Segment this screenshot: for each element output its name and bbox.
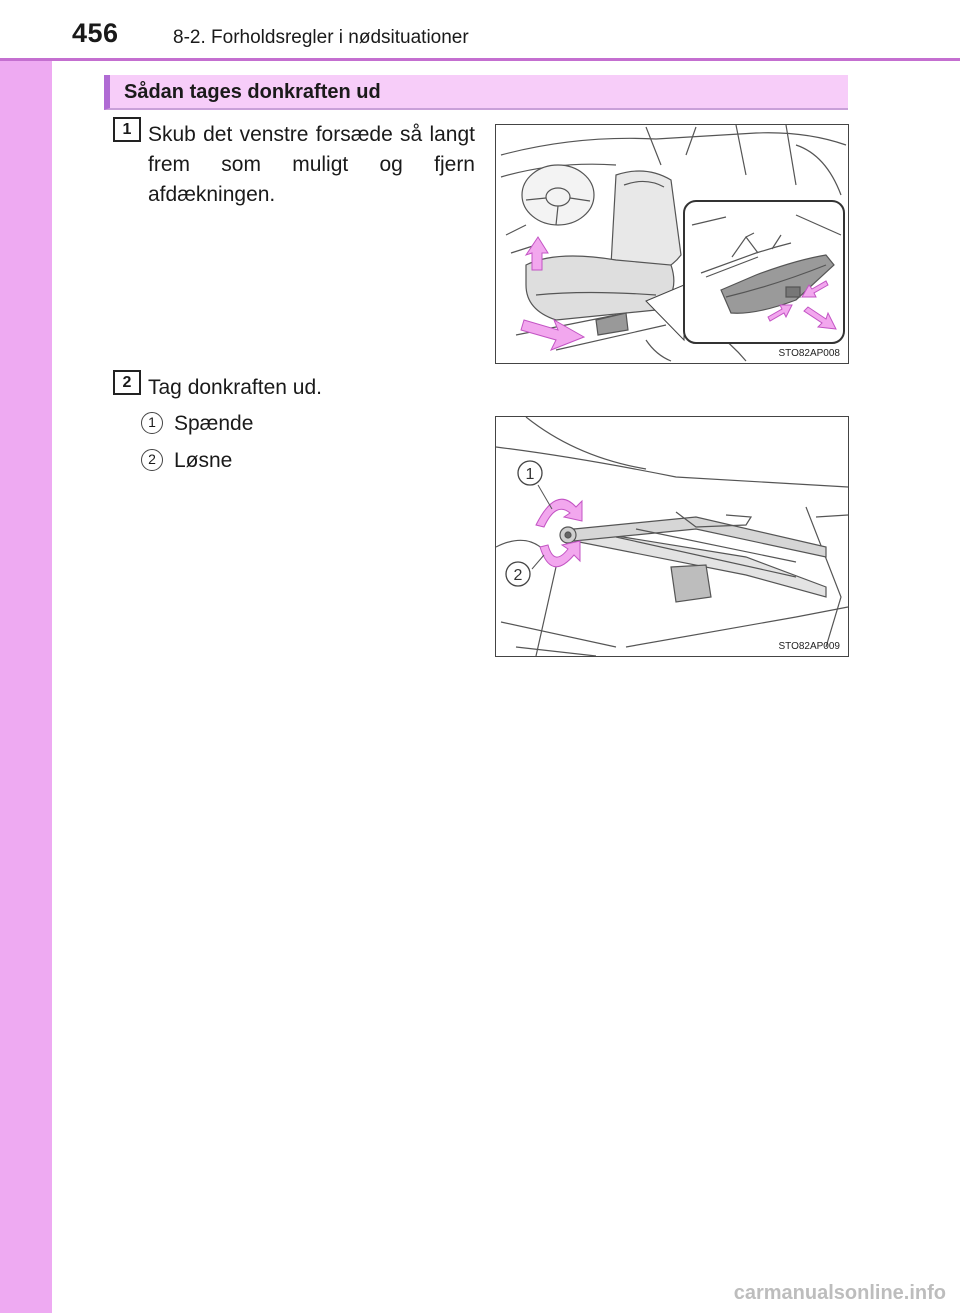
step-1-text: Skub det venstre forsæde så langt frem som muligt og fjern afdækningen.	[148, 123, 475, 206]
subitem-number-2: 2	[141, 449, 163, 471]
callout-1: 1	[525, 466, 535, 483]
figure-1-code: STO82AP008	[778, 348, 840, 359]
subitem-label-loosen: Løsne	[174, 449, 233, 472]
jack-illustration	[496, 417, 848, 656]
step-number-1: 1	[113, 117, 141, 142]
section-title: Sådan tages donkraften ud	[124, 81, 381, 103]
figure-jack	[495, 416, 849, 657]
side-tab-strip	[0, 0, 52, 1313]
callout-2: 2	[513, 567, 523, 584]
header-band	[0, 0, 960, 58]
seat-cover-illustration	[496, 125, 848, 363]
figure-2-code: STO82AP009	[778, 641, 840, 652]
watermark: carmanualsonline.info	[733, 1282, 946, 1304]
subitem-label-tighten: Spænde	[174, 412, 254, 435]
chapter-title: 8-2. Forholdsregler i nødsituationer	[173, 27, 469, 48]
page-number: 456	[72, 18, 119, 48]
subitem-number-1: 1	[141, 412, 163, 434]
section-header	[104, 75, 848, 110]
header-rule	[0, 58, 960, 61]
step-2-text: Tag donkraften ud.	[148, 376, 322, 399]
step-number-2: 2	[113, 370, 141, 395]
figure-seat-cover	[495, 124, 849, 364]
